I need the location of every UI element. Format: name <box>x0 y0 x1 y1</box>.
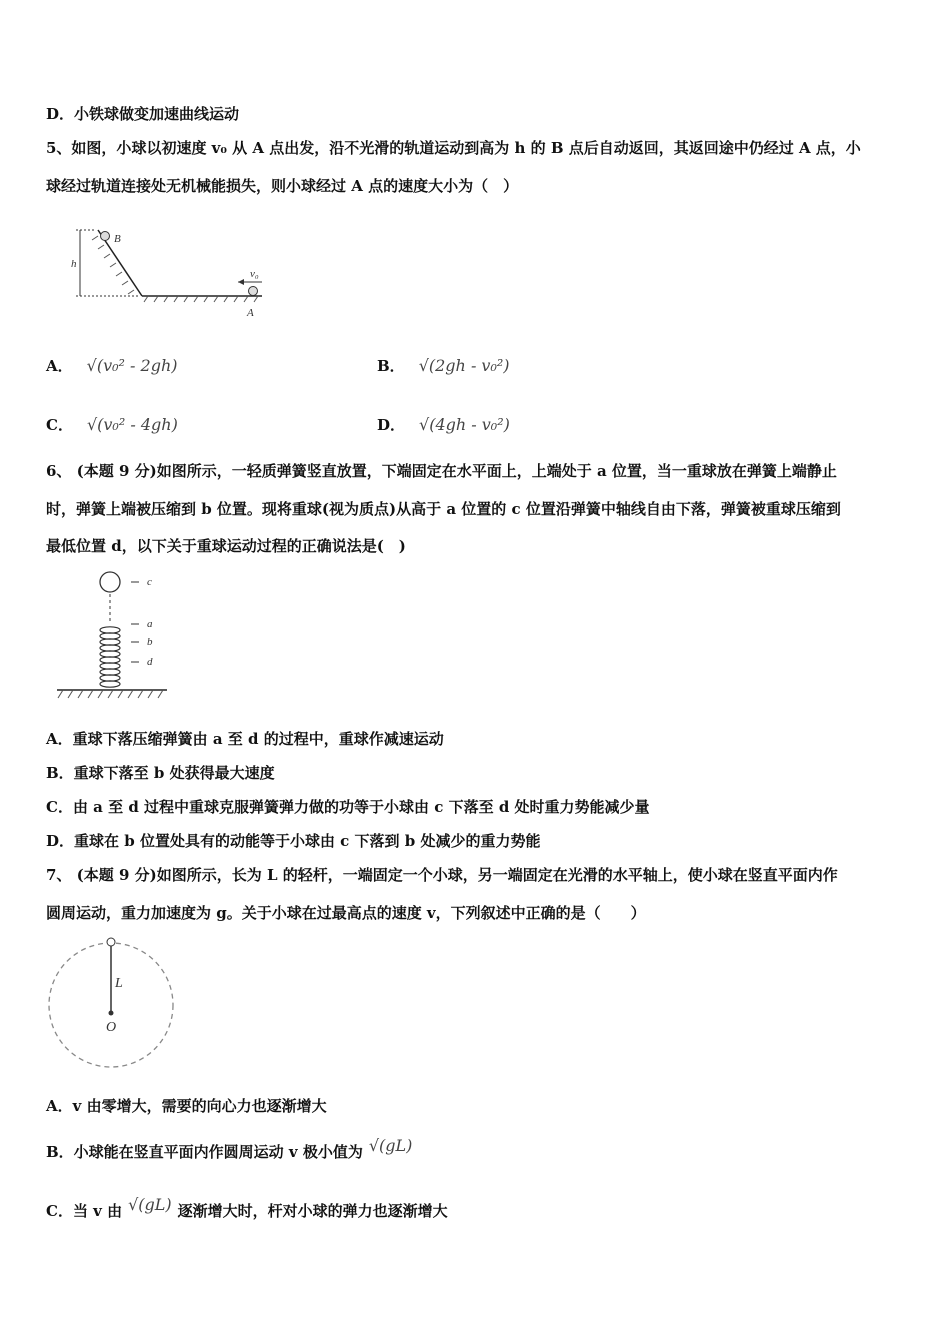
q6-figure-spring <box>55 568 175 708</box>
q6-stem-line2: 时，弹簧上端被压缩到 b 位置。现将重球(视为质点)从高于 a 位置的 c 位置沿弹簧中轴线自由下落，弹簧被重球压缩到 <box>46 500 841 518</box>
q5-label-h: h <box>71 258 77 270</box>
q5-label-v0: v₀ <box>250 268 259 280</box>
q5-stem-line2: 球经过轨道连接处无机械能损失，则小球经过 A 点的速度大小为（ ） <box>46 177 519 195</box>
q5-option-a: A． √(v₀² - 2gh) <box>46 356 178 375</box>
q6-option-a: A．重球下落压缩弹簧由 a 至 d 的过程中，重球作减速运动 <box>46 730 444 748</box>
q5-label-b: B <box>114 233 121 245</box>
q7-stem-line1: 7、 (本题 9 分)如图所示，长为 L 的轻杆，一端固定一个小球，另一端固定在光滑的水平轴上，使小球在竖直平面内作 <box>46 866 838 884</box>
q7-option-a: A．v 由零增大，需要的向心力也逐渐增大 <box>46 1097 327 1115</box>
q7-option-c: C．当 v 由 √(gL) 逐渐增大时，杆对小球的弹力也逐渐增大 <box>46 1195 448 1220</box>
q6-option-d: D．重球在 b 位置处具有的动能等于小球由 c 下落到 b 处减少的重力势能 <box>46 832 541 850</box>
q7-label-l: L <box>115 976 123 991</box>
q4-option-d: D．小铁球做变加速曲线运动 <box>46 105 240 123</box>
q6-stem-line3: 最低位置 d，以下关于重球运动过程的正确说法是( ) <box>46 537 406 555</box>
q7-stem-line2: 圆周运动，重力加速度为 g。关于小球在过最高点的速度 v，下列叙述中正确的是（ ） <box>46 904 646 922</box>
q6-option-c: C．由 a 至 d 过程中重球克服弹簧弹力做的功等于小球由 c 下落至 d 处时重力势能减少量 <box>46 798 650 816</box>
q5-option-c: C． √(v₀² - 4gh) <box>46 415 178 434</box>
q5-label-a: A <box>247 307 254 319</box>
q5-figure-track <box>60 222 280 322</box>
q7-figure-circle <box>46 935 181 1075</box>
q5-option-d: D． √(4gh - v₀²) <box>377 415 510 434</box>
q7-label-o: O <box>106 1020 117 1035</box>
q6-label-c: c <box>147 576 152 588</box>
q5-option-b: B． √(2gh - v₀²) <box>377 356 510 375</box>
q6-label-a: a <box>147 618 153 630</box>
q7-option-b: B．小球能在竖直平面内作圆周运动 v 极小值为 √(gL) <box>46 1136 413 1161</box>
q6-option-b: B．重球下落至 b 处获得最大速度 <box>46 764 275 782</box>
q6-label-d: d <box>147 656 153 668</box>
q6-stem-line1: 6、 (本题 9 分)如图所示，一轻质弹簧竖直放置，下端固定在水平面上，上端处于 a 位置，当一重球放在弹簧上端静止 <box>46 462 837 480</box>
q6-label-b: b <box>147 636 153 648</box>
q5-stem-line1: 5、如图，小球以初速度 v₀ 从 A 点出发，沿不光滑的轨道运动到高为 h 的 B 点后自动返回，其返回途中仍经过 A 点，小 <box>46 139 861 157</box>
